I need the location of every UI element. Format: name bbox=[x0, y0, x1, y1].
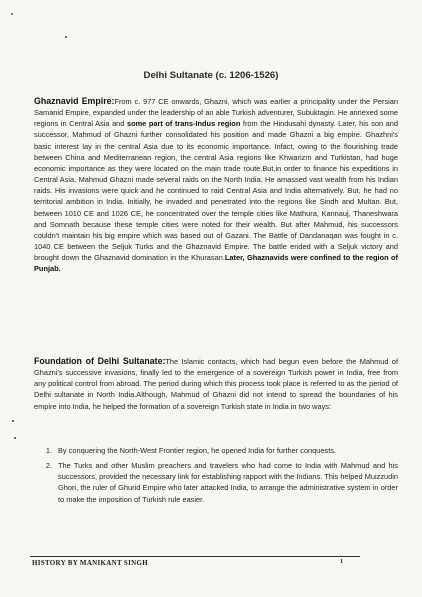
scan-speck bbox=[12, 420, 14, 422]
page-number: 1 bbox=[340, 559, 343, 565]
list-item-text: The Turks and other Muslim preachers and travelers who had come to India with Mahmud and his successors, provided the necessary link for establishing rapport with the Indians. This helped Muizzudin Ghori, the ruler of Ghurid Empire who later attacked India, to arrange the administrative system in order to make the imposition of Turkish rule easier. bbox=[58, 461, 398, 504]
list-item-number: 1. bbox=[45, 446, 52, 455]
foundation-heading: Foundation of Delhi Sultanate: bbox=[34, 356, 166, 366]
list-item-number: 2. bbox=[45, 461, 52, 471]
ghaznavid-text-1: From c. 977 CE onwards, Ghazni, which was earlier a principality under the Persian Samanid Empire, expanded under the leadership of an able Turkish adventurer, Subuktagin. He annexed some regions in Central Asia and bbox=[34, 97, 398, 129]
ghaznavid-text-2: from the Hindusahi dynasty. Later, his son and successor, Mahmud of Ghazni further consolidated his position and made Ghazni a big empire. Ghazhni's basic interest lay in the central Asia due to its economic importance. Infact, owing to the flourishing trade between China and Mediterranean region, the central Asia regions like Khwarizm and Turkistan, had huge economic importance as they were located on the main trade route.But,in order to finance his expeditions in Central Asia, Mahmud Ghazni made several raids on the North India. He amassed vast wealth from his Indian raids. His invasions were quick and he continued to raid Central Asia and India alternatively. But, he had no territorial ambition in India. Initially, he invaded and penetrated into the regions like Sindh and Multan. But, between 1010 CE and 1026 CE, he concentrated over the temple cities like Mathura, Kannauj, Thaneshwara and Somnath because these temple cities were noted for their wealth. But after Mahmud, his successors couldn't maintain his big empire which was based out of Gazani. The Battle of Dandanaqan was fought in c. 1040 CE between the Seljuk Turks and the Ghaznavid Empire. The battle ended with a Seljuk victory and brought down the Ghaznavid domination in the Khurasan. bbox=[34, 119, 398, 263]
foundation-paragraph bbox=[34, 356, 398, 412]
ways-list bbox=[34, 445, 398, 509]
footer-author: HISTORY BY MANIKANT SINGH bbox=[32, 559, 148, 567]
scan-speck bbox=[14, 437, 16, 439]
scan-speck bbox=[65, 36, 67, 38]
list-item bbox=[34, 445, 398, 456]
foundation-text: The Islamic contacts, which had begun even before the Mahmud of Ghazni's successive invasions, finally led to the emergence of a sovereign Turkish power in India, free from any political control from abroad. The period during which this process took place is referred to as the period of Delhi sultanate in North India.Although, Mahmud of Ghazni did not intend to spread the boundaries of his empire into India, he helped the formation of a sovereign Turkish state in India in two ways: bbox=[34, 357, 398, 411]
list-item-text: By conquering the North-West Frontier region, he opened India for further conquests. bbox=[58, 446, 336, 455]
ghaznavid-bold-1: some part of trans-Indus region bbox=[126, 119, 241, 129]
ghaznavid-bold-2: Later, Ghaznavids were confined to the region of Punjab. bbox=[34, 253, 398, 274]
ghaznavid-heading: Ghaznavid Empire: bbox=[34, 96, 115, 106]
scan-speck bbox=[11, 13, 13, 15]
footer-divider bbox=[30, 556, 360, 557]
list-item bbox=[34, 460, 398, 505]
ghaznavid-paragraph bbox=[34, 96, 398, 275]
page-title: Delhi Sultanate (c. 1206-1526) bbox=[143, 70, 279, 81]
